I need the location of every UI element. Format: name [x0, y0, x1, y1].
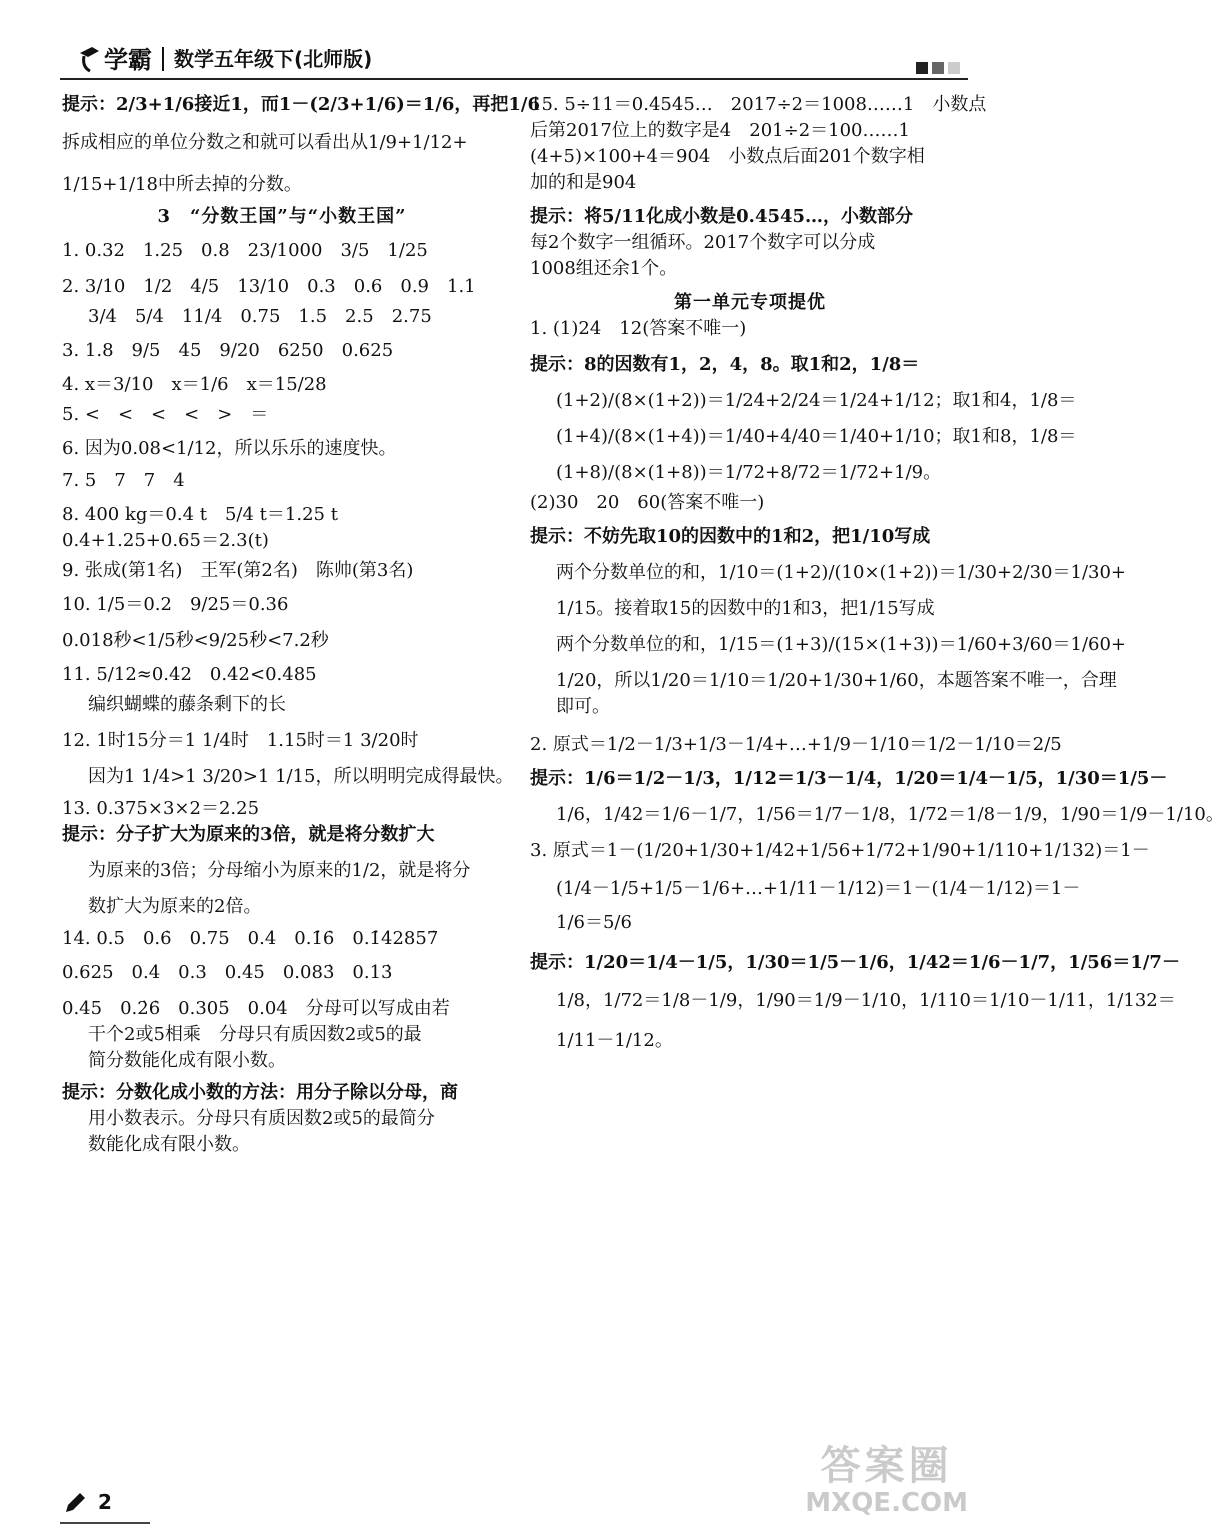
right-line: 每2个数字一组循环。2017个数字可以分成	[530, 232, 876, 253]
left-line: 为原来的3倍；分母缩小为原来的1/2，就是将分	[88, 860, 471, 881]
left-line: 3 “分数王国”与“小数王国”	[157, 206, 407, 227]
left-line: 0.625 0.4̇ 0.3 0.45̇ 0.083̇ 0.13̇	[62, 962, 393, 983]
left-line: 10. 1/5＝0.2 9/25＝0.36	[62, 594, 289, 615]
header-square-2	[932, 62, 944, 74]
footer-rule	[60, 1522, 150, 1524]
watermark	[805, 1444, 968, 1518]
right-line: 提示：将5/11化成小数是0.4545…，小数部分	[530, 206, 914, 227]
left-line: 12. 1时15分＝1 1/4时 1.15时＝1 3/20时	[62, 730, 419, 751]
logo-mark-icon	[78, 45, 100, 73]
right-line: (1+2)/(8×(1+2))＝1/24+2/24＝1/24+1/12；取1和4，1/8＝	[556, 390, 1077, 411]
left-line: 数能化成有限小数。	[88, 1134, 250, 1155]
right-line: 1/6＝5/6	[556, 912, 632, 933]
right-line: 提示：1/6＝1/2－1/3，1/12＝1/3－1/4，1/20＝1/4－1/5，1/30＝1/5－	[530, 768, 1168, 789]
right-line: (2)30 20 60(答案不唯一)	[530, 492, 765, 513]
pencil-icon	[62, 1490, 88, 1516]
right-line: 1008组还余1个。	[530, 258, 678, 279]
left-line: 7. 5 7 7 4	[62, 470, 185, 491]
left-line: 0.018秒<1/5秒<9/25秒<7.2秒	[62, 630, 329, 651]
left-line: 提示：分数化成小数的方法：用分子除以分母，商	[62, 1082, 458, 1103]
left-line: 编织蝴蝶的藤条剩下的长	[88, 694, 286, 715]
header-rule	[60, 78, 968, 80]
left-line: 5. < < < < > ＝	[62, 404, 269, 425]
left-line: 8. 400 kg＝0.4 t 5/4 t＝1.25 t	[62, 504, 338, 525]
logo-text: 学霸	[104, 46, 152, 74]
right-line: 即可。	[556, 696, 610, 717]
left-line: 数扩大为原来的2倍。	[88, 896, 262, 917]
right-line: 提示：8的因数有1，2，4，8。取1和2，1/8＝	[530, 354, 920, 375]
left-line: 提示：分子扩大为原来的3倍，就是将分数扩大	[62, 824, 435, 845]
header-square-3	[948, 62, 960, 74]
right-line: 提示：不妨先取10的因数中的1和2，把1/10写成	[530, 526, 931, 547]
left-line: 简分数能化成有限小数。	[88, 1050, 286, 1071]
right-line: 两个分数单位的和，1/15＝(1+3)/(15×(1+3))＝1/60+3/60＝1/60+	[556, 634, 1127, 655]
left-line: 因为1 1/4>1 3/20>1 1/15，所以明明完成得最快。	[88, 766, 514, 787]
left-column	[62, 92, 540, 1158]
book-title: 数学五年级下(北师版)	[174, 47, 373, 71]
left-line: 6. 因为0.08<1/12，所以乐乐的速度快。	[62, 438, 397, 459]
header-divider	[162, 47, 164, 71]
left-line: 2. 3/10 1/2 4/5 13/10 0.3 0.6 0.9 1.1	[62, 276, 476, 297]
right-line: 1/11－1/12。	[556, 1030, 673, 1051]
left-line: 0.4+1.25+0.65＝2.3(t)	[62, 530, 269, 551]
left-line: 4. x＝3/10 x＝1/6 x＝15/28	[62, 374, 327, 395]
right-line: 1/8，1/72＝1/8－1/9，1/90＝1/9－1/10，1/110＝1/10－1/11，1/132＝	[556, 990, 1176, 1011]
page-number: 2	[98, 1490, 112, 1514]
right-line: (1/4－1/5+1/5－1/6+…+1/11－1/12)＝1－(1/4－1/12)＝1－	[556, 878, 1081, 899]
right-line: (1+8)/(8×(1+8))＝1/72+8/72＝1/72+1/9。	[556, 462, 942, 483]
left-line: 11. 5/12≈0.42 0.42<0.485	[62, 664, 317, 685]
left-line: 9. 张成(第1名) 王军(第2名) 陈帅(第3名)	[62, 560, 414, 581]
right-line: 1/20，所以1/20＝1/10＝1/20+1/30+1/60，本题答案不唯一，合理	[556, 670, 1117, 691]
left-line: 1/15+1/18中所去掉的分数。	[62, 174, 302, 195]
left-line: 13. 0.375×3×2＝2.25	[62, 798, 260, 819]
left-line: 14. 0.5 0.6̇ 0.75 0.4 0.1̇6̇ 0.1̇42857̇	[62, 928, 439, 949]
right-line: 3. 原式＝1－(1/20+1/30+1/42+1/56+1/72+1/90+1/110+1/132)＝1－	[530, 840, 1150, 861]
left-line: 3. 1.8 9/5 45 9/20 6250 0.625	[62, 340, 394, 361]
right-line: 15. 5÷11＝0.4545… 2017÷2＝1008……1 小数点	[530, 94, 987, 115]
right-line: 1. (1)24 12(答案不唯一)	[530, 318, 747, 339]
right-line: 1/6，1/42＝1/6－1/7，1/56＝1/7－1/8，1/72＝1/8－1/9，1/90＝1/9－1/10。	[556, 804, 1224, 825]
left-line: 用小数表示。分母只有质因数2或5的最简分	[88, 1108, 435, 1129]
right-line: (1+4)/(8×(1+4))＝1/40+4/40＝1/40+1/10；取1和8，1/8＝	[556, 426, 1077, 447]
right-line: (4+5)×100+4＝904 小数点后面201个数字相	[530, 146, 925, 167]
page-header	[0, 0, 998, 90]
watermark-line2: MXQE.COM	[805, 1488, 968, 1518]
left-line: 0.45 0.2̇6̇ 0.305̇ 0.04 分母可以写成由若	[62, 998, 450, 1019]
right-line: 后第2017位上的数字是4 201÷2＝100……1	[530, 120, 910, 141]
right-line: 1/15。接着取15的因数中的1和3，把1/15写成	[556, 598, 935, 619]
right-line: 第一单元专项提优	[674, 292, 826, 313]
brand-logo	[78, 40, 372, 75]
left-line: 3/4 5/4 11/4 0.75 1.5 2.5 2.75	[88, 306, 432, 327]
header-square-1	[916, 62, 928, 74]
left-line: 1. 0.32 1.25 0.8 23/1000 3/5 1/25	[62, 240, 428, 261]
right-line: 两个分数单位的和，1/10＝(1+2)/(10×(1+2))＝1/30+2/30＝1/30+	[556, 562, 1127, 583]
left-line: 干个2或5相乘 分母只有质因数2或5的最	[88, 1024, 422, 1045]
watermark-line1: 答案圈	[820, 1443, 953, 1489]
right-line: 提示：1/20＝1/4－1/5，1/30＝1/5－1/6，1/42＝1/6－1/7，1/56＝1/7－	[530, 952, 1180, 973]
right-line: 加的和是904	[530, 172, 637, 193]
right-column	[530, 92, 1224, 1054]
left-line: 提示：2/3+1/6接近1，而1－(2/3+1/6)＝1/6，再把1/6	[62, 94, 540, 115]
right-line: 2. 原式＝1/2－1/3+1/3－1/4+…+1/9－1/10＝1/2－1/10＝2/5	[530, 734, 1062, 755]
left-line: 拆成相应的单位分数之和就可以看出从1/9+1/12+	[62, 132, 468, 153]
